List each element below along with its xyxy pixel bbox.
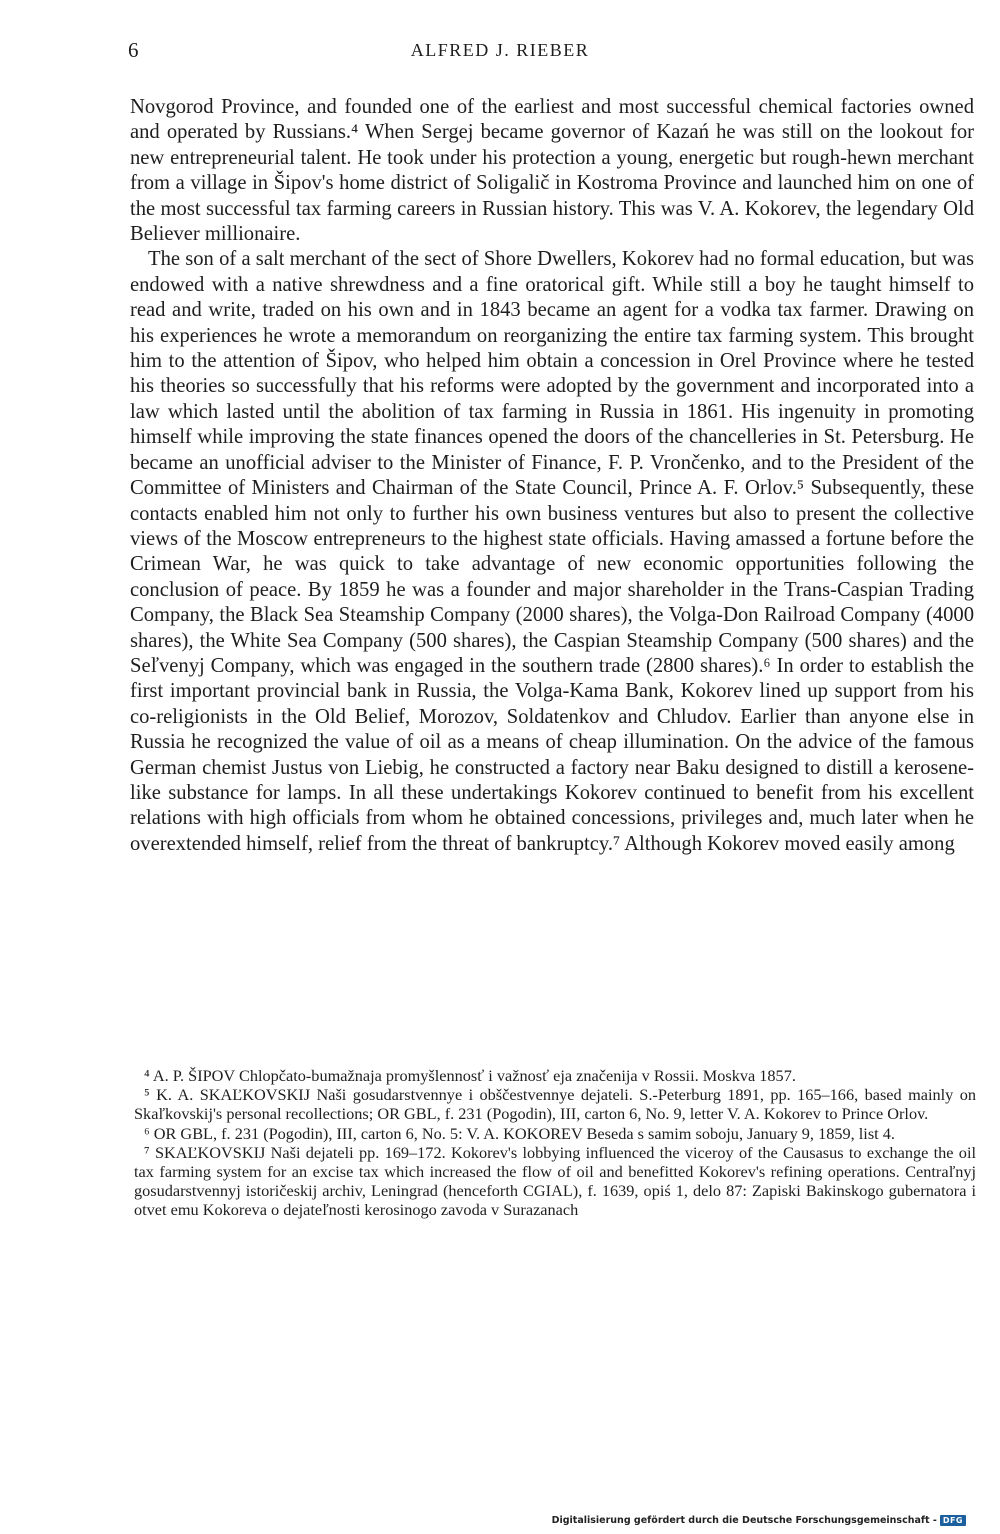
page-number: 6 (128, 38, 139, 62)
dfg-logo: DFG (940, 1515, 966, 1526)
paragraph: Novgorod Province, and founded one of the earliest and most successful chemical factories owned and operated by Russians.⁴ When Sergej became governor of Kazań he was still on the lookout for new entrepreneurial talent. He took under his protection a young, energetic but rough-hewn merchant from a village in Šipov's home district of Soligalič in Kostroma Province and launched him on one of the most successful tax farming careers in Russian history. This was V. A. Kokorev, the legendary Old Believer millionaire. (130, 96, 974, 246)
running-head: ALFRED J. RIEBER (410, 40, 590, 60)
footnotes (134, 1066, 976, 1220)
footnote: ⁷ SKAĽKOVSKIJ Naši dejateli pp. 169–172. Kokorev's lobbying influenced the viceroy of the Causasus to exchange the oil tax farming system for an excise tax which increased the flow of oil and benefitted Kokorev's refining operations. Centraľnyj gosudarstvennyj istoričeskij archiv, Leningrad (henceforth CGIAL), f. 1639, opiś 1, delo 87: Zapiski Bakinskogo gubernatora i otvet emu Kokoreva o dejateľnosti kerosinogo zavoda v Surazanach (134, 1142, 976, 1220)
digitization-credit (552, 1515, 966, 1526)
footnote: ⁶ OR GBL, f. 231 (Pogodin), III, carton 6, No. 5: V. A. KOKOREV Beseda s samim soboju, January 9, 1859, list 4. (144, 1123, 895, 1143)
paragraph: The son of a salt merchant of the sect of Shore Dwellers, Kokorev had no formal education, but was endowed with a native shrewdness and a fine oratorical gift. While still a boy he taught himself to read and write, traded on his own and in 1843 became an agent for a vodka tax farmer. Drawing on his experiences he wrote a memorandum on reorganizing the entire tax farming system. This brought him to the attention of Šipov, who helped him obtain a concession in Orel Province where he tested his theories so successfully that his reforms were adopted by the government and incorporated into a law which lasted until the abolition of tax farming in Russia in 1861. His ingenuity in promoting himself while improving the state finances opened the doors of the chancelleries in St. Petersburg. He became an unofficial adviser to the Minister of Finance, F. P. Vrončenko, and to the President of the Committee of Ministers and Chairman of the State Council, Prince A. F. Orlov.⁵ Subsequently, these contacts enabled him not only to further his own business ventures but also to present the collective views of the Moscow entrepreneurs to the highest state officials. Having amassed a fortune before the Crimean War, he was quick to take advantage of new economic opportunities following the conclusion of peace. By 1859 he was a founder and major shareholder in the Trans-Caspian Trading Company, the Black Sea Steamship Company (2000 shares), the Volga-Don Railroad Company (4000 shares), the White Sea Company (500 shares), the Caspian Steamship Company (500 shares) and the Seľvenyj Company, which was engaged in the southern trade (2800 shares).⁶ In order to establish the first important provincial bank in Russia, the Volga-Kama Bank, Kokorev lined up support from his co-religionists in the Old Belief, Morozov, Soldatenkov and Chludov. Earlier than anyone else in Russia he recognized the value of oil as a means of cheap illumination. On the advice of the famous German chemist Justus von Liebig, he constructed a factory near Baku designed to distill a kerosene-like substance for lamps. In all these undertakings Kokorev continued to benefit from his excellent relations with high officials from whom he obtained concessions, privileges and, much later when he overextended himself, relief from the threat of bankruptcy.⁷ Although Kokorev moved easily among (130, 248, 974, 855)
main-text (130, 95, 974, 857)
footnote: ⁵ K. A. SKAĽKOVSKIJ Naši gosudarstvennye i obščestvennye dejateli. S.-Peterburg 1891, pp. 165–166, based mainly on Skaľkovskij's personal recollections; OR GBL, f. 231 (Pogodin), III, carton 6, No. 9, letter V. A. Kokorev to Prince Orlov. (134, 1085, 976, 1124)
footnote: ⁴ A. P. ŠIPOV Chlopčato-bumažnaja promyšlennosť i važnosť eja značenija v Rossii. Moskva 1857. (144, 1066, 796, 1085)
credit-text: Digitalisierung gefördert durch die Deutsche Forschungsgemeinschaft - (551, 1515, 937, 1526)
